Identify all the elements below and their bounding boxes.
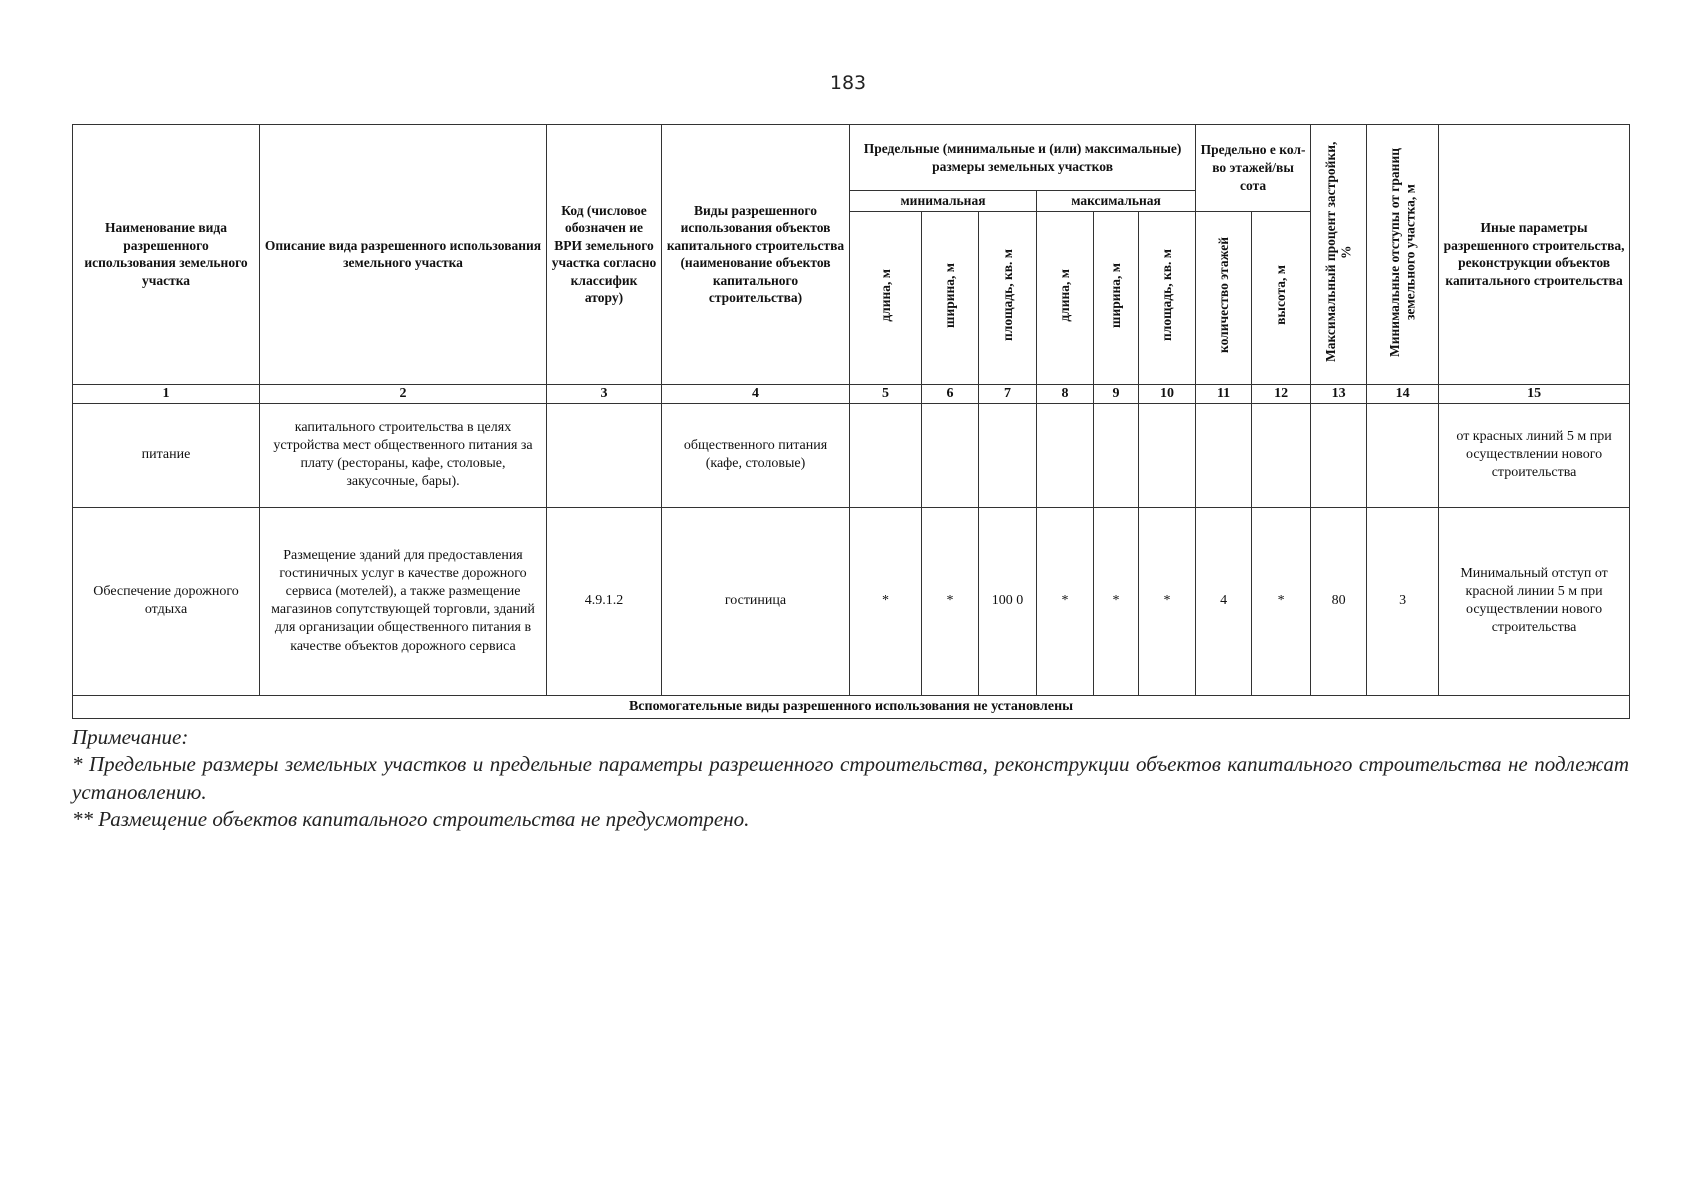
auxiliary-uses-note: Вспомогательные виды разрешенного использования не установлены	[73, 695, 1630, 718]
column-number: 8	[1037, 384, 1094, 403]
header-capital-construction-types: Виды разрешенного использования объектов капитального строительства (наименование объектов капитального строительства)	[662, 125, 850, 385]
cell-max-build-percent	[1311, 403, 1367, 507]
header-max-area	[1139, 211, 1196, 384]
header-permitted-use-name: Наименование вида разрешенного использования земельного участка	[73, 125, 260, 385]
header-floor-count-text: количество этажей	[1215, 237, 1231, 354]
header-max-build-percent-text: Максимальный процент застройки, %	[1323, 141, 1354, 363]
header-max-width-text: ширина, м	[1108, 262, 1124, 328]
auxiliary-uses-row	[73, 695, 1630, 718]
cell-min-area: 100 0	[979, 507, 1037, 695]
column-number: 9	[1094, 384, 1139, 403]
column-number: 7	[979, 384, 1037, 403]
header-row-1	[73, 125, 1630, 191]
cell-construction-types: гостиница	[662, 507, 850, 695]
header-min-width-text: ширина, м	[942, 262, 958, 328]
column-number: 1	[73, 384, 260, 403]
cell-min-area	[979, 403, 1037, 507]
header-plot-size-limits: Предельные (минимальные и (или) максимальные) размеры земельных участков	[850, 125, 1196, 191]
cell-min-length: *	[850, 507, 922, 695]
header-max-build-percent	[1311, 125, 1367, 385]
cell-height	[1252, 403, 1311, 507]
column-number: 2	[260, 384, 547, 403]
header-other-parameters: Иные параметры разрешенного строительства, реконструкции объектов капитального строительства	[1439, 125, 1630, 385]
header-minimum: минимальная	[850, 191, 1037, 212]
cell-min-width	[922, 403, 979, 507]
table-row	[73, 507, 1630, 695]
header-height-text: высота, м	[1273, 265, 1289, 326]
header-min-length-text: длина, м	[877, 268, 893, 322]
column-number: 5	[850, 384, 922, 403]
header-floor-count	[1196, 211, 1252, 384]
cell-height: *	[1252, 507, 1311, 695]
cell-use-name: питание	[73, 403, 260, 507]
column-number: 4	[662, 384, 850, 403]
header-min-setbacks-text: Минимальные отступы от границ земельного участка, м	[1387, 147, 1418, 357]
column-number: 6	[922, 384, 979, 403]
note-1: * Предельные размеры земельных участков и предельные параметры разрешенного строительства, реконструкции объектов капитального строительства не подлежат установлению.	[72, 752, 1629, 804]
cell-max-width	[1094, 403, 1139, 507]
cell-max-build-percent: 80	[1311, 507, 1367, 695]
zoning-regulations-table	[72, 124, 1630, 719]
header-floor-height-limits: Предельно е кол-во этажей/вы сота	[1196, 125, 1311, 212]
header-max-length	[1037, 211, 1094, 384]
column-number: 14	[1367, 384, 1439, 403]
cell-min-length	[850, 403, 922, 507]
page-number: 183	[829, 72, 867, 94]
column-number: 15	[1439, 384, 1630, 403]
header-use-description: Описание вида разрешенного использования земельного участка	[260, 125, 547, 385]
table-row	[73, 403, 1630, 507]
column-number: 10	[1139, 384, 1196, 403]
notes-heading: Примечание:	[72, 725, 189, 749]
cell-use-name: Обеспечение дорожного отдыха	[73, 507, 260, 695]
notes-section	[72, 724, 1629, 833]
cell-other-parameters: от красных линий 5 м при осуществлении нового строительства	[1439, 403, 1630, 507]
header-maximum: максимальная	[1037, 191, 1196, 212]
cell-min-setbacks	[1367, 403, 1439, 507]
cell-floor-count	[1196, 403, 1252, 507]
header-min-width	[922, 211, 979, 384]
column-number: 12	[1252, 384, 1311, 403]
column-number: 3	[547, 384, 662, 403]
cell-max-area	[1139, 403, 1196, 507]
cell-min-width: *	[922, 507, 979, 695]
header-min-setbacks	[1367, 125, 1439, 385]
cell-use-code	[547, 403, 662, 507]
cell-min-setbacks: 3	[1367, 507, 1439, 695]
cell-other-parameters: Минимальный отступ от красной линии 5 м при осуществлении нового строительства	[1439, 507, 1630, 695]
column-number: 13	[1311, 384, 1367, 403]
cell-max-length	[1037, 403, 1094, 507]
cell-floor-count: 4	[1196, 507, 1252, 695]
header-min-area	[979, 211, 1037, 384]
header-use-code: Код (числовое обозначен ие ВРИ земельного участка согласно классифик атору)	[547, 125, 662, 385]
header-min-area-text: площадь, кв. м	[999, 249, 1015, 342]
header-max-width	[1094, 211, 1139, 384]
cell-construction-types: общественного питания (кафе, столовые)	[662, 403, 850, 507]
cell-max-area: *	[1139, 507, 1196, 695]
cell-use-description: Размещение зданий для предоставления гостиничных услуг в качестве дорожного сервиса (мотелей), а также размещение магазинов сопутствующей торговли, зданий для организации общественного питания в качестве объектов дорожного сервиса	[260, 507, 547, 695]
header-min-length	[850, 211, 922, 384]
column-number: 11	[1196, 384, 1252, 403]
note-2: ** Размещение объектов капитального строительства не предусмотрено.	[72, 806, 750, 831]
column-number-row	[73, 384, 1630, 403]
cell-use-description: капитального строительства в целях устройства мест общественного питания за плату (рестораны, кафе, столовые, закусочные, бары).	[260, 403, 547, 507]
cell-max-width: *	[1094, 507, 1139, 695]
header-max-area-text: площадь, кв. м	[1159, 249, 1175, 342]
header-max-length-text: длина, м	[1057, 268, 1073, 322]
header-height	[1252, 211, 1311, 384]
cell-use-code: 4.9.1.2	[547, 507, 662, 695]
cell-max-length: *	[1037, 507, 1094, 695]
